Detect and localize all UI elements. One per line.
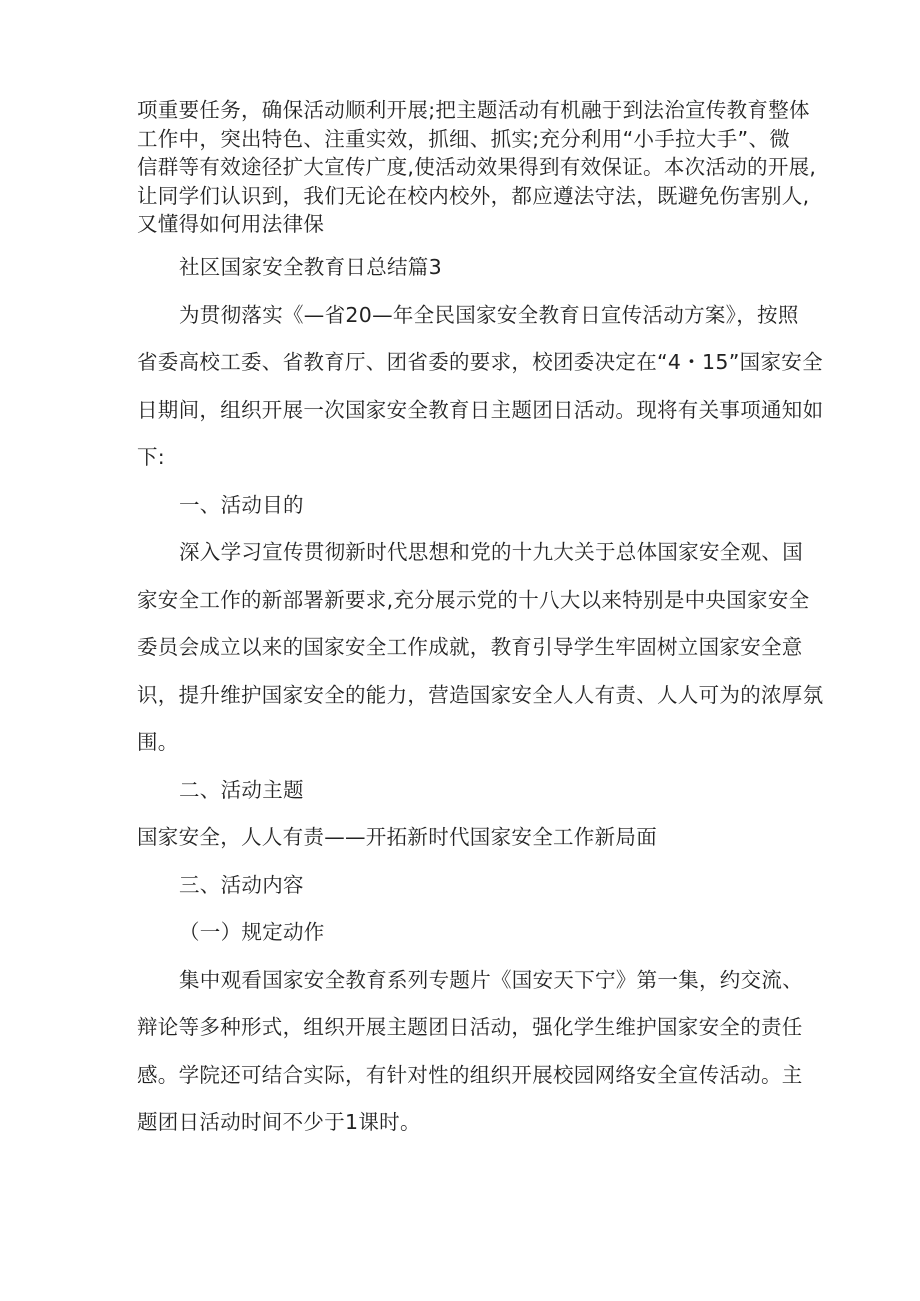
paragraph-line: 项重要任务，确保活动顺利开展;把主题活动有机融于到法治宣传教育整体 <box>137 98 810 122</box>
paragraph-line: 深入学习宣传贯彻新时代思想和党的十九大关于总体国家安全观、国 <box>179 540 803 564</box>
section-title: 社区国家安全教育日总结篇3 <box>179 255 442 279</box>
paragraph-line: 委员会成立以来的国家安全工作成就，教育引导学生牢固树立国家安全意 <box>137 635 803 659</box>
paragraph-line: 下: <box>137 445 166 469</box>
paragraph-line: 题团日活动时间不少于1课时。 <box>137 1110 421 1134</box>
theme-text: 国家安全，人人有责——开拓新时代国家安全工作新局面 <box>137 825 657 849</box>
intro-paragraph <box>137 292 824 482</box>
heading-content: 三、活动内容 <box>179 872 304 897</box>
content-paragraph <box>137 957 803 1147</box>
paragraph-line: 日期间，组织开展一次国家安全教育日主题团日活动。现将有关事项通知如 <box>137 397 824 422</box>
paragraph-line: 工作中，突出特色、注重实效，抓细、抓实;充分利用“小手拉大手”、微 <box>137 126 791 151</box>
paragraph-line: 省委高校工委、省教育厅、团省委的要求，校团委决定在“4・15”国家安全 <box>137 350 823 374</box>
document-body <box>137 244 824 1147</box>
paragraph-line: 家安全工作的新部署新要求,充分展示党的十八大以来特别是中央国家安全 <box>137 587 810 612</box>
paragraph-line: 辩论等多种形式，组织开展主题团日活动，强化学生维护国家安全的责任 <box>137 1015 803 1039</box>
paragraph-line: 又懂得如何用法律保 <box>137 212 325 236</box>
paragraph-line: 围。 <box>137 730 179 754</box>
heading-theme: 二、活动主题 <box>179 777 304 802</box>
top-paragraph <box>137 96 817 239</box>
heading-purpose: 一、活动目的 <box>179 492 304 517</box>
paragraph-line: 感。学院还可结合实际，有针对性的组织开展校园网络安全宣传活动。主 <box>137 1062 803 1087</box>
paragraph-line: 让同学们认识到，我们无论在校内校外，都应遵法守法，既避免伤害别人, <box>137 183 810 208</box>
paragraph-line: 识，提升维护国家安全的能力，营造国家安全人人有责、人人可为的浓厚氛 <box>137 682 824 707</box>
paragraph-line: 为贯彻落实《—省20—年全民国家安全教育日宣传活动方案》，按照 <box>179 302 799 327</box>
purpose-paragraph <box>137 529 824 767</box>
subheading-required-actions: （一）规定动作 <box>179 920 325 944</box>
paragraph-line: 集中观看国家安全教育系列专题片《国安天下宁》第一集，约交流、 <box>179 967 803 992</box>
paragraph-line: 信群等有效途径扩大宣传广度,使活动效果得到有效保证。本次活动的开展, <box>137 155 817 179</box>
